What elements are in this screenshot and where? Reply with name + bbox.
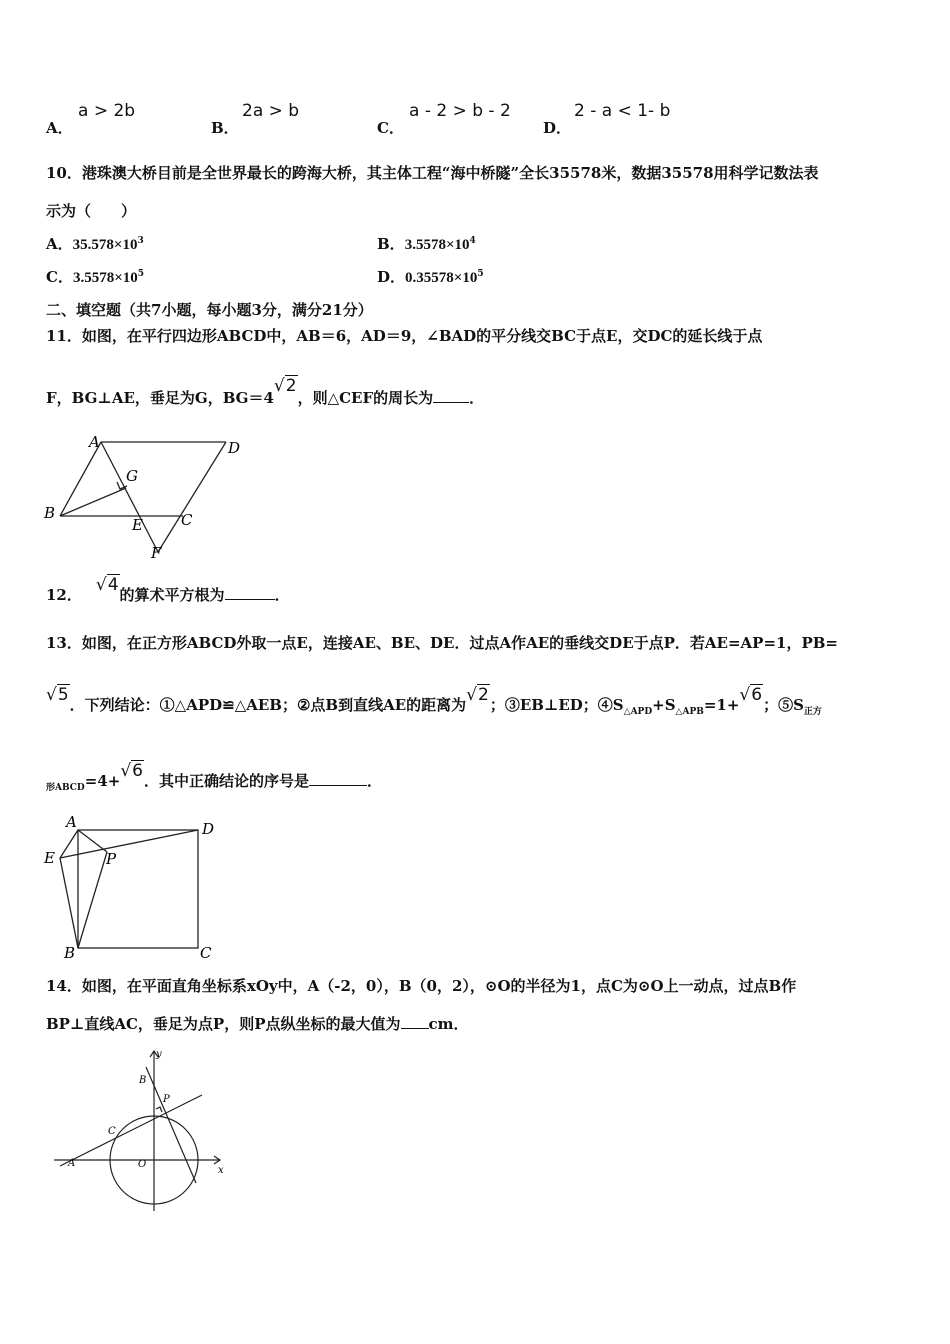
q13-radical-pb: √5: [46, 685, 69, 705]
q12-end: ．: [274, 586, 290, 604]
q14-line2-a: BP⊥直线AC，垂足为点P，则P点纵坐标的最大值为: [46, 1015, 401, 1033]
q10-option-a-exp: 3: [137, 236, 144, 246]
q11-label-e: E: [132, 516, 143, 534]
q9-option-d-label: D．: [543, 119, 572, 137]
q13-sub-square-2: 形ABCD: [46, 783, 85, 793]
section2-title: 二、填空题（共7小题，每小题3分，满分21分）: [46, 301, 373, 319]
q13-line2-b: ；③EB⊥ED；④S: [489, 696, 624, 714]
q11-line2-end: ．: [469, 389, 485, 407]
q13-line2: [46, 685, 822, 717]
q13-edge-bp: [78, 852, 107, 948]
q10-option-a-mantissa: 35.578×10: [72, 237, 138, 253]
q13-line3: [46, 761, 383, 793]
q14-line2-b: cm．: [428, 1015, 469, 1033]
q13-answer-blank[interactable]: [309, 785, 367, 786]
q13-label-a: A: [66, 813, 77, 831]
q11-label-d: D: [228, 439, 241, 457]
q9-option-a-label: A．: [46, 119, 73, 137]
q13-sub-square-1: 正方: [803, 707, 822, 717]
q14-right-angle-mark: [156, 1107, 162, 1112]
q13-radicand-pb: 5: [57, 685, 69, 705]
q13-radical-area: √6: [739, 685, 763, 705]
q10-stem-line2: 示为（ ）: [46, 202, 137, 220]
q10-option-c: [46, 266, 144, 287]
q13-radicand-area: 6: [751, 685, 763, 705]
q13-edge-ap: [78, 830, 107, 852]
q14-label-p: P: [163, 1094, 170, 1105]
q14-label-o: O: [138, 1159, 147, 1170]
q14-line-ac: [60, 1095, 202, 1166]
q10-option-d: [377, 266, 484, 287]
q10-option-c-mantissa: 3.5578×10: [72, 270, 138, 286]
q14-line1: 14．如图，在平面直角坐标系xOy中，A（-2，0），B（0，2），⊙O的半径为1，点C为⊙O上一动点，过点B作: [46, 977, 797, 995]
q14-answer-blank[interactable]: [401, 1028, 429, 1029]
q9-option-b-label: B．: [211, 119, 239, 137]
q11-label-g: G: [126, 467, 138, 485]
q10-option-b-mantissa: 3.5578×10: [404, 237, 470, 253]
q13-sub-apd: △APD: [623, 707, 653, 717]
q11-label-a: A: [89, 433, 100, 451]
q10-option-d-mantissa: 0.35578×10: [405, 270, 478, 286]
q13-label-e: E: [44, 849, 55, 867]
q9-option-d-expr: 2 - a < 1- b: [574, 101, 671, 121]
q14-label-x: x: [218, 1165, 224, 1176]
q11-line2-a: F，BG⊥AE，垂足为G，BG＝4: [46, 389, 274, 407]
q10-stem-line1: 10．港珠澳大桥目前是全世界最长的跨海大桥，其主体工程“海中桥隧”全长35578米，数据35578用科学记数法表: [46, 164, 819, 182]
q11-edge-df: [158, 442, 226, 552]
q13-radical-distance: √2: [466, 685, 489, 705]
q11-edge-bg: [60, 488, 126, 516]
q11-label-c: C: [181, 511, 193, 529]
q13-label-c: C: [200, 944, 212, 962]
q13-line2-a: ．下列结论：①△APD≌△AEB；②点B到直线AE的距离为: [69, 696, 467, 714]
q12-radicand: 4: [107, 575, 119, 595]
q13-radicand-square: 6: [132, 761, 143, 781]
q13-figure: [40, 812, 230, 962]
q9-option-a-expr: a > 2b: [78, 101, 136, 121]
q9-option-c-expr: a - 2 > b - 2: [409, 101, 511, 121]
q12-number: 12．: [46, 586, 82, 604]
q13-line2-e: ；⑤S: [763, 696, 804, 714]
q13-line2-d: =1+: [703, 696, 740, 714]
q13-line3-b: ．其中正确结论的序号是: [143, 772, 309, 790]
q13-label-d: D: [202, 820, 215, 838]
q13-sub-apb: △APB: [675, 707, 704, 717]
q11-label-b: B: [44, 504, 56, 522]
q10-option-b: [377, 233, 476, 254]
q11-radicand: 2: [285, 376, 297, 396]
q11-line1: 11．如图，在平行四边形ABCD中，AB＝6，AD＝9，∠BAD的平分线交BC于点E，交DC的延长线于点: [46, 327, 763, 345]
q14-figure: [50, 1045, 230, 1217]
q10-option-d-exp: 5: [477, 269, 484, 279]
q13-edge-eb: [60, 858, 78, 948]
q13-line1: 13．如图，在正方形ABCD外取一点E，连接AE、BE、DE．过点A作AE的垂线交DE于点P．若AE=AP=1，PB=: [46, 634, 838, 652]
q13-edge-ed: [60, 830, 198, 858]
q12-text: 的算术平方根为: [119, 586, 225, 604]
q11-line2: [46, 376, 485, 408]
q14-label-c: C: [108, 1126, 116, 1137]
q13-line2-c: +S: [652, 696, 676, 714]
q9-option-b-expr: 2a > b: [242, 101, 300, 121]
q13-radical-square: √6: [120, 761, 143, 781]
q14-line2: [46, 1013, 469, 1034]
q13-radicand-distance: 2: [478, 685, 489, 705]
q11-figure: [40, 432, 260, 564]
q10-option-d-label: D．: [377, 268, 406, 286]
q14-label-a: A: [68, 1158, 76, 1169]
q11-line2-b: ，则△CEF的周长为: [297, 389, 434, 407]
q14-label-b: B: [139, 1075, 147, 1086]
q11-radical: √2: [273, 376, 297, 396]
q11-label-f: F: [151, 544, 162, 562]
q10-option-b-label: B．: [377, 235, 405, 253]
q11-edge-ab: [60, 442, 101, 516]
q11-answer-blank[interactable]: [433, 402, 469, 403]
q11-edge-af: [101, 442, 158, 552]
q13-line3-end: ．: [367, 772, 383, 790]
q13-line3-a: =4+: [84, 772, 121, 790]
q10-option-c-exp: 5: [137, 269, 145, 279]
q14-label-y: y: [156, 1049, 162, 1060]
q9-option-c-label: C．: [377, 119, 404, 137]
q12-radical: √4: [95, 575, 119, 595]
q13-label-p: P: [106, 850, 117, 868]
q13-edge-ea: [60, 830, 78, 858]
q12-answer-blank[interactable]: [225, 599, 275, 600]
q13-label-b: B: [64, 944, 76, 962]
q10-option-c-label: C．: [46, 268, 73, 286]
q10-option-b-exp: 4: [469, 236, 476, 246]
q10-option-a-label: A．: [46, 235, 73, 253]
q10-option-a: [46, 233, 144, 254]
q12-line: [46, 575, 290, 605]
